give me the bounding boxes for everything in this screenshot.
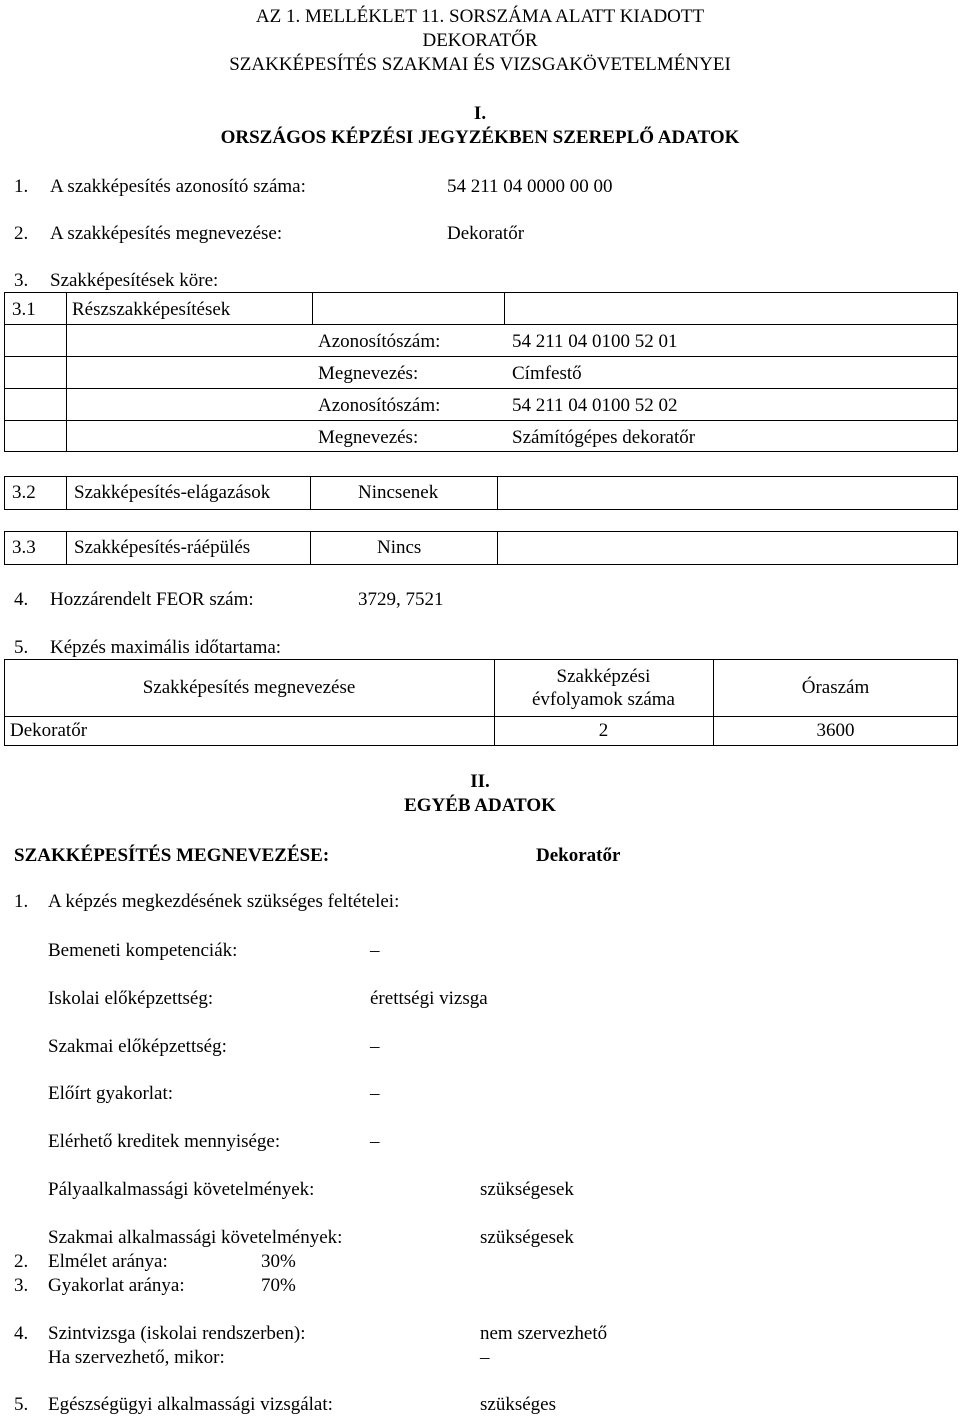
condition-3-value: –: [370, 1036, 380, 1057]
partial-row-1-key: Azonosítószám:: [318, 331, 441, 352]
condition-7-key: Szakmai alkalmassági követelmények:: [48, 1227, 343, 1248]
duration-header-name: Szakképesítés megnevezése: [142, 677, 356, 698]
practice-label: Gyakorlat aránya:: [48, 1275, 185, 1296]
branches-label: Szakképesítés-elágazások: [74, 482, 271, 503]
section-1-numeral: I.: [473, 103, 487, 124]
condition-1-key: Bemeneti kompetenciák:: [48, 940, 238, 961]
header-line-1: AZ 1. MELLÉKLET 11. SORSZÁMA ALATT KIADOTT: [255, 6, 705, 27]
partial-number: 3.1: [12, 299, 36, 320]
item-3-number: 3.: [14, 270, 29, 291]
section-2-title: EGYÉB ADATOK: [404, 795, 556, 816]
buildon-label: Szakképesítés-ráépülés: [74, 537, 251, 558]
condition-5-value: –: [370, 1131, 380, 1152]
feor-value: 3729, 7521: [358, 589, 444, 610]
item-2-value: Dekoratőr: [447, 223, 525, 244]
practice-value: 70%: [261, 1275, 296, 1296]
duration-number: 5.: [14, 637, 29, 658]
condition-6-value: szükségesek: [480, 1179, 574, 1200]
duration-header-years-line-2: évfolyamok száma: [532, 689, 675, 710]
item-1-number: 1.: [14, 176, 29, 197]
partial-label: Részszakképesítések: [72, 299, 231, 320]
conditions-label: A képzés megkezdésének szükséges feltételei:: [48, 891, 400, 912]
item-1-label: A szakképesítés azonosító száma:: [50, 176, 306, 197]
feor-number: 4.: [14, 589, 29, 610]
exam-sub-label: Ha szervezhető, mikor:: [48, 1347, 225, 1368]
buildon-value: Nincs: [377, 537, 422, 558]
partial-row-3-value: 54 211 04 0100 52 02: [512, 395, 678, 416]
duration-row-years: 2: [598, 720, 609, 741]
condition-4-key: Előírt gyakorlat:: [48, 1083, 174, 1104]
header-line-3: SZAKKÉPESÍTÉS SZAKMAI ÉS VIZSGAKÖVETELMÉNYEI: [229, 54, 731, 75]
item-1-value: 54 211 04 0000 00 00: [447, 176, 613, 197]
buildon-number: 3.3: [12, 537, 36, 558]
condition-2-value: érettségi vizsga: [370, 988, 488, 1009]
duration-header-hours: Óraszám: [801, 677, 870, 698]
conditions-number: 1.: [14, 891, 29, 912]
condition-6-key: Pályaalkalmassági követelmények:: [48, 1179, 315, 1200]
header-line-2: DEKORATŐR: [422, 30, 538, 51]
duration-label: Képzés maximális időtartama:: [50, 637, 282, 658]
branches-value: Nincsenek: [358, 482, 439, 503]
health-value: szükséges: [480, 1394, 556, 1415]
branches-number: 3.2: [12, 482, 36, 503]
item-2-label: A szakképesítés megnevezése:: [50, 223, 283, 244]
condition-7-value: szükségesek: [480, 1227, 574, 1248]
health-number: 5.: [14, 1394, 29, 1415]
condition-1-value: –: [370, 940, 380, 961]
feor-label: Hozzárendelt FEOR szám:: [50, 589, 254, 610]
duration-row-name: Dekoratőr: [10, 720, 88, 741]
partial-row-3-key: Azonosítószám:: [318, 395, 441, 416]
partial-row-2-key: Megnevezés:: [318, 363, 419, 384]
exam-number: 4.: [14, 1323, 29, 1344]
section-1-title: ORSZÁGOS KÉPZÉSI JEGYZÉKBEN SZEREPLŐ ADATOK: [220, 127, 740, 148]
theory-value: 30%: [261, 1251, 296, 1272]
partial-row-2-value: Címfestő: [512, 363, 582, 384]
partial-row-4-value: Számítógépes dekoratőr: [512, 427, 696, 448]
qualification-name-value: Dekoratőr: [536, 845, 621, 866]
partial-row-1-value: 54 211 04 0100 52 01: [512, 331, 678, 352]
health-label: Egészségügyi alkalmassági vizsgálat:: [48, 1394, 333, 1415]
condition-2-key: Iskolai előképzettség:: [48, 988, 214, 1009]
item-2-number: 2.: [14, 223, 29, 244]
condition-3-key: Szakmai előképzettség:: [48, 1036, 227, 1057]
practice-number: 3.: [14, 1275, 29, 1296]
item-3-label: Szakképesítések köre:: [50, 270, 219, 291]
exam-sub-value: –: [480, 1347, 490, 1368]
theory-number: 2.: [14, 1251, 29, 1272]
partial-row-4-key: Megnevezés:: [318, 427, 419, 448]
qualification-name-label: SZAKKÉPESÍTÉS MEGNEVEZÉSE:: [14, 845, 330, 866]
section-2-numeral: II.: [470, 771, 490, 792]
condition-4-value: –: [370, 1083, 380, 1104]
theory-label: Elmélet aránya:: [48, 1251, 168, 1272]
exam-value: nem szervezhető: [480, 1323, 608, 1344]
condition-5-key: Elérhető kreditek mennyisége:: [48, 1131, 281, 1152]
duration-row-hours: 3600: [816, 720, 855, 741]
duration-header-years-line-1: Szakképzési: [556, 666, 651, 687]
exam-label: Szintvizsga (iskolai rendszerben):: [48, 1323, 306, 1344]
